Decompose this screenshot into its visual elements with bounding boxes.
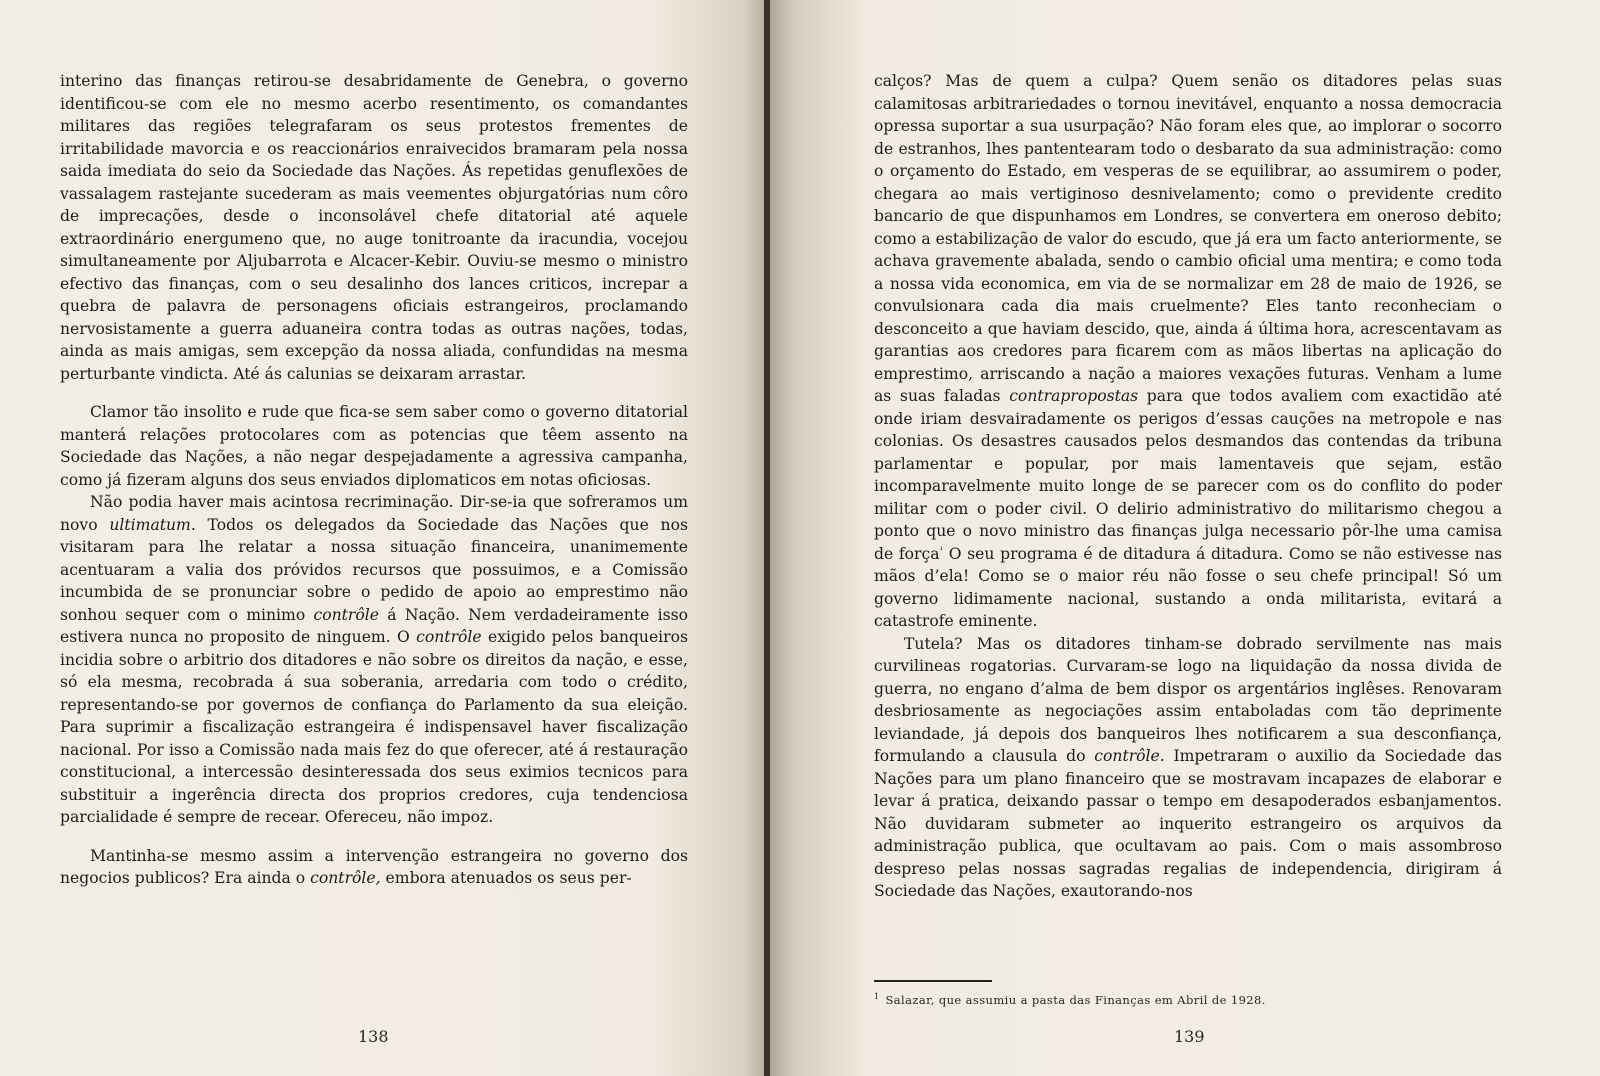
footnote-reference: ¹ bbox=[939, 545, 944, 556]
text-run: embora atenuados os seus per- bbox=[380, 869, 632, 887]
footnote bbox=[874, 992, 1266, 1007]
left-paragraph-3 bbox=[60, 491, 688, 829]
text-run: exigido pelos banqueiros incidia sobre o arbitrio dos ditadores e não sobre os direitos da nação, e esse, só ela mesma, recobrada á sua soberania, arredaria com todo o crédito, representando-se por governos de confiança do Parlamento da sua eleição. Para suprimir a fiscalização estrangeira é indispensavel haver fiscalização nacional. Por isso a Comissão nada mais fez do que oferecer, até á restauração constitucional, a intercessão desinteressada dos seus eximios tecnicos para substituir a ingerência directa dos proprios credores, cuja tendenciosa parcialidade é sempre de recear. Ofereceu, não impoz. bbox=[60, 628, 689, 826]
italic-term: ultimatum. bbox=[109, 515, 196, 534]
text-run: Todos os delegados da Sociedade das Nações que nos visitaram para lhe relatar a nossa situação financeira, unanimemente acentuaram a valia dos próvidos recursos que possuimos, e a Comissão incumbida de se pronunciar sobre o pedido de apoio ao emprestimo não sonhou sequer com o minimo bbox=[60, 515, 688, 624]
left-paragraph-4 bbox=[60, 845, 688, 890]
right-paragraph-2 bbox=[874, 633, 1502, 903]
left-paragraph-2 bbox=[60, 401, 688, 491]
italic-term: contrapropostas bbox=[1009, 387, 1139, 405]
text-run: Mantinha-se mesmo assim a intervenção estrangeira no governo dos negocios publicos? Era ainda o bbox=[60, 846, 688, 887]
footnote-text: Salazar, que assumiu a pasta das Finanças em Abril de 1928. bbox=[885, 992, 1266, 1007]
right-page-number: 139 bbox=[1174, 1027, 1205, 1046]
text-run: para que todos avaliem com exactidão até onde iriam desvairadamente os perigos d’essas cauções na metropole e nas colonias. Os desastres causados pelos desmandos das contendas da tribuna parlamentar e popular, por mais lamentaveis que sejam, estão incomparavelmente muito longe de se parecer com os do conflito do poder militar com o poder civil. O delirio administrativo do militarismo chegou a ponto que o novo ministro das finanças julga necessario pôr-lhe uma camisa de força bbox=[874, 387, 1503, 563]
text-run: interino das finanças retirou-se desabridamente de Genebra, o governo identificou-se com ele no mesmo acerbo resentimento, os comandantes militares das regiões telegrafaram os seus protestos frementes de irritabilidade mavorcia e os reaccionários enraivecidos bramaram pela nossa saida imediata do seio da Sociedade das Nações. Ás repetidas genuflexões de vassalagem rastejante sucederam as mais veementes objurgatórias num côro de imprecações, desde o inconsolável chefe ditatorial até aquele extraordinário energumeno que, no auge tonitroante da iracundia, vocejou simultaneamente por Aljubarrota e Alcacer-Kebir. Ouviu-se mesmo o ministro efectivo das finanças, com o seu desalinho dos lances criticos, increpar a quebra de palavra de personagens oficiais estrangeiros, proclamando nervosistamente a guerra aduaneira contra todas as outras nações, todas, ainda as mais amigas, sem excepção da nossa aliada, confundidas na mesma perturbante vindicta. Até ás calunias se deixaram arrastar. bbox=[60, 72, 688, 383]
text-run: O seu programa é de ditadura á ditadura. Como se não estivesse nas mãos d’ela! Como se o maior réu não fosse o seu chefe principal! Só um governo lidimamente nacional, sustando a onda militarista, evitará a catastrofe eminente. bbox=[874, 544, 1503, 630]
right-page-body bbox=[874, 70, 1502, 903]
text-run: calços? Mas de quem a culpa? Quem senão os ditadores pelas suas calamitosas arbitrariedades o tornou inevitável, enquanto a nossa democracia opressa suportar a sua usurpação? Não foram eles que, ao implorar o socorro de estranhos, lhes pantentearam todo o desbarato da sua administração: como o orçamento do Estado, em vesperas de se equilibrar, ao assumirem o poder, chegara ao mais vertiginoso desnivelamento; como o previdente credito bancario de que dispunhamos em Londres, se convertera em oneroso debito; como a estabilização de valor do escudo, que já era um facto anteriormente, se achava gravemente abalada, sendo o cambio oficial uma mentira; e como toda a nossa vida economica, em via de se normalizar em 28 de maio de 1926, se convulsionara cada dia mais cruelmente? Eles tanto reconheciam o desconceito a que haviam descido, que, ainda á última hora, acrescentavam as garantias aos credores para ficarem com as mãos libertas na aplicação do emprestimo, arriscando a nação a maiores vexações futuras. Venham a lume as suas faladas bbox=[874, 72, 1502, 405]
text-run: Clamor tão insolito e rude que fica-se sem saber como o governo ditatorial manterá relações protocolares com as potencias que têem assento na Sociedade das Nações, a não negar despejadamente a agressiva campanha, como já fizeram alguns dos seus enviados diplomaticos em notas oficiosas. bbox=[60, 403, 688, 489]
right-paragraph-1 bbox=[874, 70, 1502, 633]
footnote-rule bbox=[874, 980, 992, 982]
footnote-marker: 1 bbox=[874, 992, 880, 1001]
right-page bbox=[770, 0, 1600, 1076]
text-run: Não podia haver mais acintosa recriminação. Dir-se-ia que sofreramos um novo bbox=[60, 493, 688, 534]
text-run: á Nação. Nem verdadeiramente isso estivera nunca no proposito de ninguem. O bbox=[60, 605, 688, 646]
italic-term: contrôle bbox=[416, 628, 482, 646]
italic-term: contrôle bbox=[313, 605, 379, 624]
text-run: Tutela? Mas os ditadores tinham-se dobrado servilmente nas mais curvilineas rogatorias. Curvaram-se logo na liquidação da nossa divida de guerra, no engano d’alma de bem dispor os argentários inglêses. Renovaram desbriosamente as negociações assim entaboladas com tão deprimente leviandade, já depois dos banqueiros lhes notificarem a sua desconfiança, formulando a clausula do bbox=[874, 634, 1502, 765]
left-page bbox=[0, 0, 766, 1076]
left-page-body bbox=[60, 70, 688, 890]
left-paragraph-1 bbox=[60, 70, 688, 385]
italic-term: contrôle, bbox=[310, 869, 381, 887]
text-run: Impetraram o auxilio da Sociedade das Nações para um plano financeiro que se mostravam incapazes de elaborar e levar á pratica, deixando passar o tempo em desapoderados esbanjamentos. Não duvidaram submeter ao inquerito estrangeiro os arquivos da administração publica, que ocultavam ao pais. Com o mais assombroso despreso pelas nossas sagradas regalias de independencia, dirigiram á Sociedade das Nações, exautorando-nos bbox=[874, 747, 1502, 900]
italic-term: contrôle. bbox=[1094, 747, 1165, 765]
left-page-number: 138 bbox=[358, 1027, 389, 1046]
